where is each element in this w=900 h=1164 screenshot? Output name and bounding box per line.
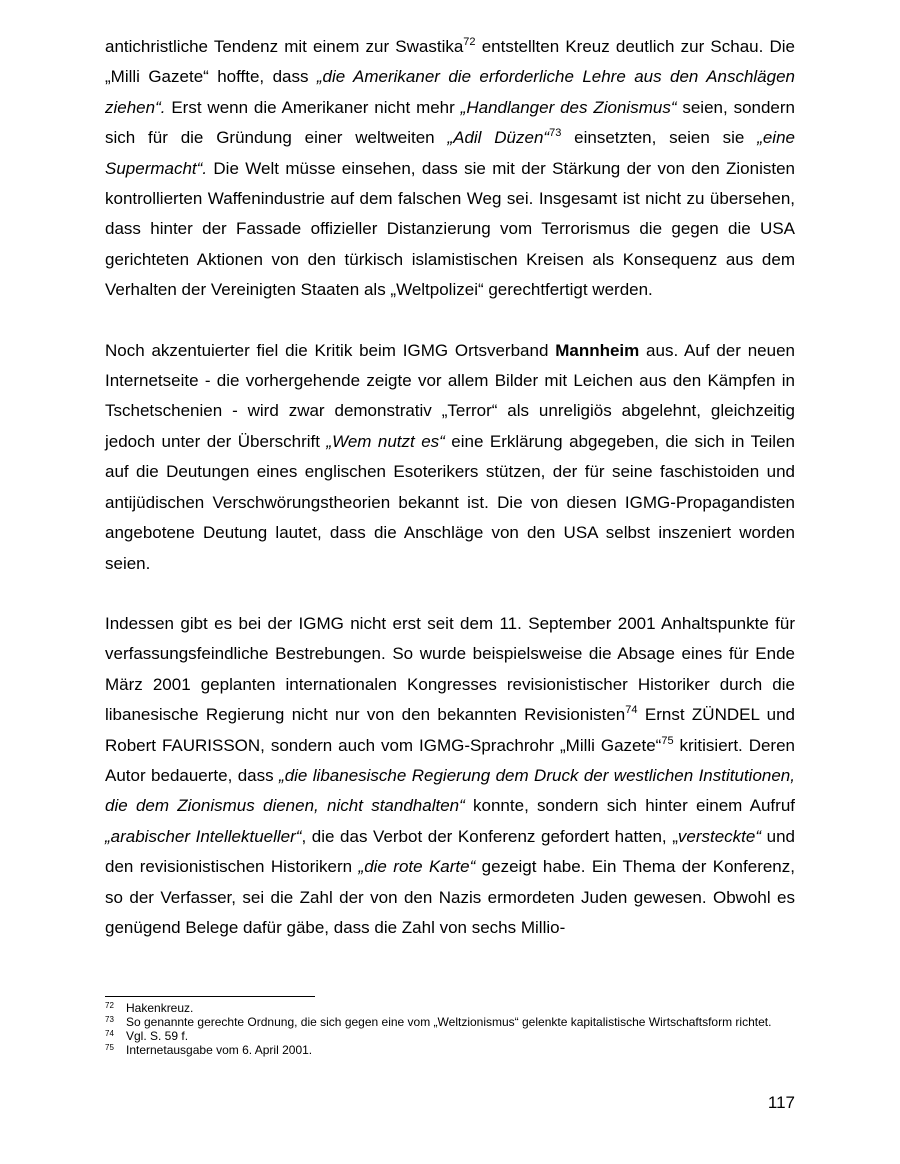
footnote — [105, 1029, 795, 1043]
footnote-ref: 73 — [549, 127, 562, 140]
text-run: gezeigt habe. Ein Thema der Konferenz, so der Verfasser, sei die Zahl der von den Nazis ermordeten Juden gewesen. Obwohl es genügend Belege dafür gäbe, dass die Zahl von sechs Millio- — [105, 857, 795, 937]
footnote-number: 72 — [105, 1001, 114, 1010]
text-run: „Handlanger des Zionismus“ — [460, 97, 677, 117]
text-run: „arabischer Intellektueller“ — [105, 826, 302, 846]
text-run: konnte, sondern sich hinter einem Aufruf — [464, 796, 795, 816]
text-run: und den revisionistischen Historikern — [105, 826, 795, 877]
footnote-number: 73 — [105, 1015, 114, 1024]
text-run: entstellten Kreuz deutlich zur Schau. Die „Milli Gazete“ hoffte, dass — [105, 37, 795, 87]
paragraph-2 — [105, 336, 795, 579]
paragraph-gap — [105, 579, 795, 609]
footnote-ref: 74 — [625, 704, 638, 717]
text-run: „eine Supermacht“. — [105, 128, 795, 178]
paragraph-1 — [105, 32, 795, 306]
text-run: Ernst ZÜNDEL und Robert FAURISSON, sondern auch vom IGMG-Sprachrohr „Milli Gazete“ — [105, 705, 796, 755]
page-number: 117 — [767, 1093, 795, 1112]
footnote-text: Internetausgabe vom 6. April 2001. — [126, 1043, 313, 1057]
footnote — [105, 1015, 795, 1029]
footnote-text: Vgl. S. 59 f. — [126, 1029, 189, 1043]
footnote — [105, 1043, 795, 1057]
text-run: Die Welt müsse einsehen, dass sie mit der Stärkung der von den Zionisten kontrollierten Waffenindustrie auf dem falschen Weg sei. Insgesamt ist nicht zu übersehen, dass hinter der Fassade offizieller Distanzierung vom Terrorismus die gegen die USA gerichteten Aktionen von den türkisch islamistischen Kreisen als Konsequenz aus dem Verhalten der Vereinigten Staaten als „Weltpolizei“ gerechtfertigt werden. — [105, 158, 795, 300]
footnote-ref: 72 — [463, 36, 476, 48]
text-run: versteckte“ — [677, 826, 762, 846]
text-run: kritisiert. Deren Autor bedauerte, dass — [105, 735, 795, 785]
text-run: Indessen gibt es bei der IGMG nicht erst seit dem 11. September 2001 Anhaltspunkte für verfassungsfeindliche Bestrebungen. So wurde beispielsweise die Absage eines für Ende März 2001 geplanten internationalen Kongresses revisionistischer Historiker durch die libanesische Regierung nicht nur von den bekannten Revisionisten — [105, 613, 795, 725]
text-run: „die rote Karte“ — [358, 857, 476, 877]
paragraph-text — [105, 32, 795, 306]
text-run: eine Erklärung abgegeben, die sich in Teilen auf die Deutungen eines englischen Esoterikers stützen, der für seine faschistoiden und antijüdischen Verschwörungstheorien bekannt ist. Die von diesen IGMG-Propagandisten angebotene Deutung lautet, dass die Anschläge von den USA selbst inszeniert worden seien. — [105, 431, 795, 573]
footnote — [105, 1001, 795, 1015]
footnote-number: 74 — [105, 1029, 114, 1038]
body-text — [105, 32, 795, 943]
text-run: Noch akzentuierter fiel die Kritik beim IGMG Ortsverband — [105, 340, 556, 360]
footnote-divider — [105, 996, 315, 997]
text-run: Erst wenn die Amerikaner nicht mehr — [165, 97, 461, 117]
paragraph-text — [105, 336, 795, 579]
paragraph-3 — [105, 609, 795, 943]
footnote-number: 75 — [105, 1043, 114, 1052]
text-run: , die das Verbot der Konferenz gefordert hatten, „ — [301, 826, 678, 846]
paragraph-text — [105, 609, 795, 943]
text-run: „die libanesische Regierung dem Druck der westlichen Institutionen, die dem Zionismus dienen, nicht standhalten“ — [105, 765, 795, 816]
text-run: antichristliche Tendenz mit einem zur Swastika — [105, 37, 464, 56]
paragraph-gap — [105, 306, 795, 336]
text-run: „Adil Düzen“ — [447, 128, 550, 148]
text-run: Mannheim — [555, 340, 640, 360]
footnote-ref: 75 — [661, 734, 674, 747]
text-run: „Wem nutzt es“ — [326, 431, 445, 451]
text-run: aus. Auf der neuen Internetseite - die vorhergehende zeigte vor allem Bilder mit Leichen aus den Kämpfen in Tschetschenien - wird zwar demonstrativ „Terror“ als unreligiös abgelehnt, gleichzeitig jedoch unter der Überschrift — [105, 340, 795, 451]
text-run: seien, sondern sich für die Gründung einer weltweiten — [105, 97, 795, 148]
footnotes — [105, 1001, 795, 1057]
text-run: einsetzten, seien sie — [561, 128, 758, 148]
footnote-text: Hakenkreuz. — [126, 1001, 194, 1015]
text-run: „die Amerikaner die erforderliche Lehre aus den Anschlägen ziehen“. — [105, 67, 795, 117]
footnote-text: So genannte gerechte Ordnung, die sich gegen eine vom „Weltzionismus“ gelenkte kapitalistische Wirtschaftsform richtet. — [126, 1015, 772, 1029]
